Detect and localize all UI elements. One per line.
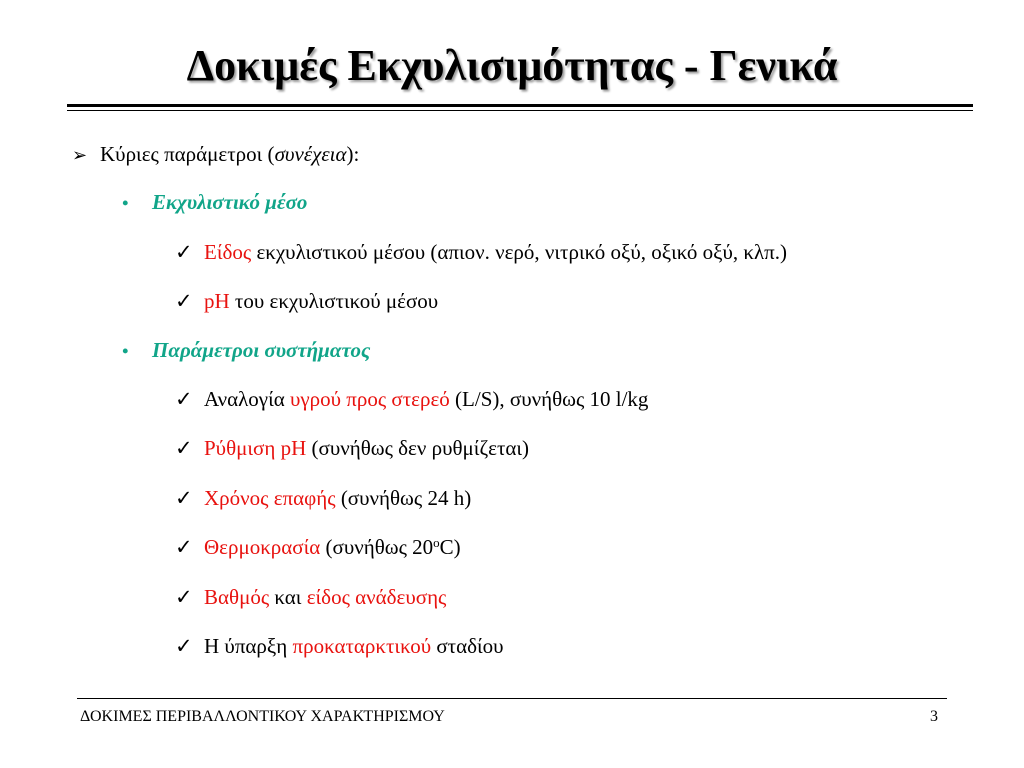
item-highlight: Είδος	[204, 240, 252, 264]
intro-tail: ):	[346, 142, 360, 166]
item-text: σταδίου	[431, 634, 504, 658]
item-highlight: υγρού προς στερεό	[289, 387, 450, 411]
list-item	[175, 484, 471, 512]
page-number: 3	[930, 708, 938, 725]
item-highlight: Ρύθμιση pH	[204, 436, 307, 460]
list-item	[175, 583, 446, 611]
item-text: εκχυλιστικού μέσου (απιον. νερό, νιτρικό οξύ, οξικό οξύ, κλπ.)	[251, 240, 788, 264]
item-text: Η ύπαρξη	[204, 634, 293, 658]
round-bullet-icon: •	[122, 193, 129, 213]
list-item	[175, 287, 438, 315]
section2-heading: Παράμετροι συστήματος	[152, 338, 371, 362]
section-heading-system	[122, 336, 370, 365]
item-text: (συνήθως 24 h)	[335, 486, 472, 510]
intro-bullet-line	[72, 140, 359, 169]
item-text: Αναλογία	[204, 387, 290, 411]
item-text: C)	[439, 535, 461, 559]
item-text: και	[269, 585, 307, 609]
check-icon: ✓	[175, 634, 193, 658]
list-item	[175, 533, 461, 561]
item-text: του εκχυλιστικού μέσου	[229, 289, 439, 313]
title-underline-thin	[67, 110, 973, 111]
title-underline-thick	[67, 104, 973, 107]
intro-label: Κύριες παράμετροι (	[100, 142, 275, 166]
item-highlight: είδος ανάδευσης	[306, 585, 447, 609]
check-icon: ✓	[175, 486, 193, 510]
item-text: (συνήθως 20	[320, 535, 434, 559]
check-icon: ✓	[175, 535, 193, 559]
check-icon: ✓	[175, 436, 193, 460]
footer-divider	[77, 698, 947, 699]
item-text: (L/S), συνήθως 10 l/kg	[449, 387, 649, 411]
list-item	[175, 434, 529, 462]
check-icon: ✓	[175, 387, 193, 411]
degree-superscript: o	[433, 535, 440, 550]
intro-italic: συνέχεια	[274, 142, 347, 166]
item-text: (συνήθως δεν ρυθμίζεται)	[306, 436, 530, 460]
list-item	[175, 238, 787, 266]
item-highlight: Βαθμός	[204, 585, 270, 609]
item-highlight: pH	[204, 289, 230, 313]
section-heading-extractant	[122, 188, 307, 217]
list-item	[175, 632, 504, 660]
item-highlight: προκαταρκτικού	[292, 634, 432, 658]
section1-heading: Εκχυλιστικό μέσο	[152, 190, 308, 214]
item-highlight: Θερμοκρασία	[204, 535, 321, 559]
check-icon: ✓	[175, 289, 193, 313]
round-bullet-icon: •	[122, 341, 129, 361]
footer-text: ΔΟΚΙΜΕΣ ΠΕΡΙΒΑΛΛΟΝΤΙΚΟΥ ΧΑΡΑΚΤΗΡΙΣΜΟΥ	[80, 708, 445, 725]
item-highlight: Χρόνος επαφής	[204, 486, 336, 510]
check-icon: ✓	[175, 585, 193, 609]
list-item	[175, 385, 648, 413]
arrow-bullet-icon: ➢	[72, 145, 88, 165]
slide-title: Δοκιμές Εκχυλισιμότητας - Γενικά	[186, 41, 838, 90]
check-icon: ✓	[175, 240, 193, 264]
